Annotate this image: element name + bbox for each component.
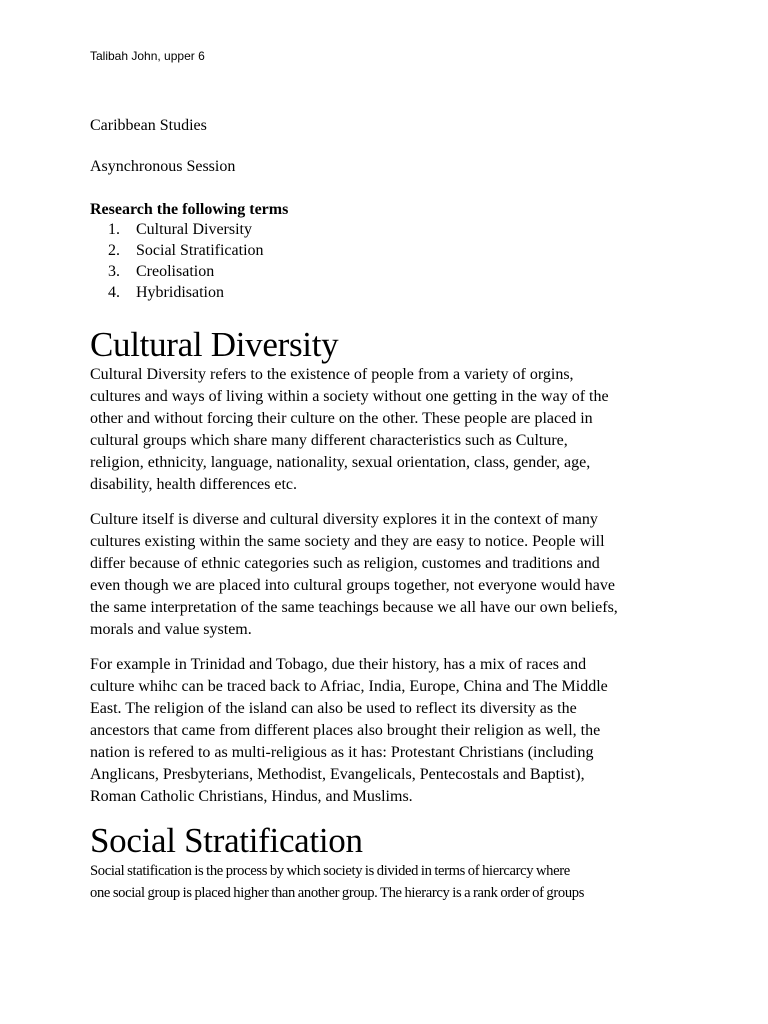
list-item (108, 261, 264, 282)
text-line: ancestors that came from different places also brought their religion as well, the (90, 722, 601, 739)
list-item (108, 240, 264, 261)
text-line: Anglicans, Presbyterians, Methodist, Evangelicals, Pentecostals and Baptist), (90, 766, 585, 783)
text-line: even though we are placed into cultural groups together, not everyone would have (90, 577, 615, 594)
text-line: Roman Catholic Christians, Hindus, and Muslims. (90, 788, 413, 805)
section-heading-social-stratification: Social Stratification (90, 821, 363, 860)
list-item-number: 2. (108, 242, 120, 259)
list-item-label: Social Stratification (136, 242, 264, 259)
text-line: disability, health differences etc. (90, 476, 298, 493)
text-line: religion, ethnicity, language, nationality, sexual orientation, class, gender, age, (90, 454, 591, 471)
list-item (108, 282, 264, 303)
list-item (108, 219, 264, 240)
text-line: other and without forcing their culture on the other. These people are placed in (90, 410, 593, 427)
text-line: cultural groups which share many different characteristics such as Culture, (90, 432, 568, 449)
list-item-label: Creolisation (136, 263, 215, 280)
text-line: Culture itself is diverse and cultural diversity explores it in the context of many (90, 511, 598, 528)
session-title: Asynchronous Session (90, 158, 236, 175)
text-line: cultures and ways of living within a society without one getting in the way of the (90, 388, 609, 405)
research-heading: Research the following terms (90, 201, 289, 218)
text-line: differ because of ethnic categories such as religion, customes and traditions and (90, 555, 600, 572)
course-title: Caribbean Studies (90, 117, 207, 134)
list-item-label: Hybridisation (136, 284, 224, 301)
paragraph-trinidad-example (90, 654, 670, 808)
list-item-number: 1. (108, 221, 120, 238)
text-line: cultures existing within the same society and they are easy to notice. People will (90, 533, 605, 550)
text-line: culture whihc can be traced back to Afriac, India, Europe, China and The Middle (90, 678, 608, 695)
paragraph-culture-diverse (90, 509, 670, 641)
text-line: one social group is placed higher than another group. The hierarcy is a rank order of groups (90, 885, 585, 901)
paragraph-social-stratification-definition (90, 860, 670, 904)
text-line: East. The religion of the island can also be used to reflect its diversity as the (90, 700, 577, 717)
text-line: nation is refered to as multi-religious as it has: Protestant Christians (including (90, 744, 594, 761)
text-line: morals and value system. (90, 621, 252, 638)
section-heading-cultural-diversity: Cultural Diversity (90, 325, 339, 364)
text-line: the same interpretation of the same teachings because we all have our own beliefs, (90, 599, 618, 616)
list-item-label: Cultural Diversity (136, 221, 252, 238)
research-terms-list (108, 219, 264, 303)
text-line: Social statification is the process by which society is divided in terms of hiercarcy where (90, 863, 570, 879)
paragraph-cultural-diversity-definition (90, 364, 670, 496)
text-line: Cultural Diversity refers to the existence of people from a variety of orgins, (90, 366, 574, 383)
list-item-number: 3. (108, 263, 120, 280)
author-line: Talibah John, upper 6 (90, 49, 205, 63)
text-line: For example in Trinidad and Tobago, due their history, has a mix of races and (90, 656, 587, 673)
list-item-number: 4. (108, 284, 120, 301)
